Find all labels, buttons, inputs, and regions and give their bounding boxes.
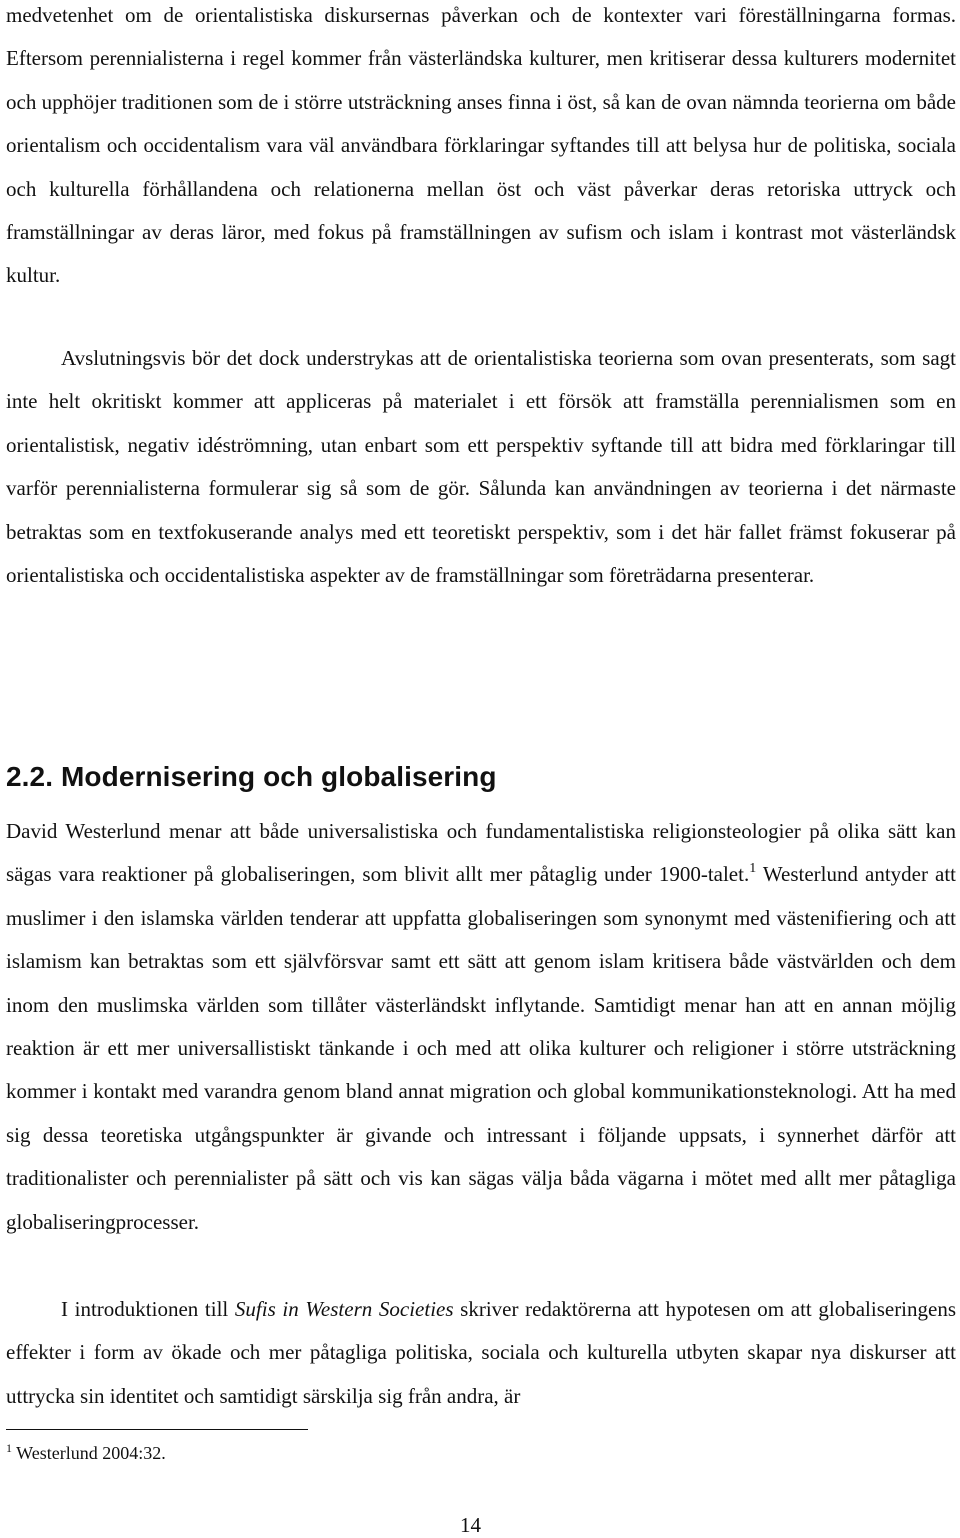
body-paragraph-4 — [6, 1288, 956, 1418]
section-heading: 2.2. Modernisering och globalisering — [6, 761, 497, 792]
footnote-reference[interactable]: 1 — [749, 861, 757, 877]
page-number: 14 — [460, 1513, 481, 1537]
paragraph-4-text-end: skriver redaktörerna att hypotesen om att globaliseringens effekter i form av ökade och mer påtagliga politiska, sociala och kulturella utbyten skapar nya diskurser att uttrycka sin identitet och samtidigt särskilja sig från andra, är — [6, 1297, 957, 1408]
footnote-number: 1 — [6, 1441, 12, 1455]
footnote-separator — [6, 1429, 308, 1430]
footnote-text: Westerlund 2004:32. — [12, 1443, 166, 1463]
footnote — [6, 1441, 166, 1465]
body-paragraph-1: medvetenhet om de orientalistiska diskursernas påverkan och de kontexter vari föreställningarna formas. Eftersom perennialisterna i regel kommer från västerländska kulturer, men kritiserar dessa kulturers modernitet och upphöjer traditionen som de i större utsträckning anses finna i öst, så kan de ovan nämnda teorierna om både orientalism och occidentalism vara väl användbara förklaringar syftandes till att belysa hur de politiska, sociala och kulturella förhållandena och relationerna mellan öst och väst påverkar deras retoriska uttryck och framställningar av deras läror, med fokus på framställningen av sufism och islam i kontrast mot västerländsk kultur. — [6, 3, 956, 288]
paragraph-4-text-start: I introduktionen till — [61, 1297, 235, 1321]
paragraph-3-text-end: Westerlund antyder att muslimer i den islamska världen tenderar att uppfatta globaliseringen som synonymt med västenifiering och att islamism kan betraktas som ett självförsvar samt ett sätt att genom islam kritisera både västvärlden och dem inom den muslimska världen som tillåter västerländskt inflytande. Samtidigt menar han att en annan möjlig reaktion är ett mer universallistiskt tänkande i och med att olika kulturer och religioner i större utsträckning kommer i kontakt med varandra genom bland annat migration och global kommunikationsteknologi. Att ha med sig dessa teoretiska utgångspunkter är givande och intressant i följande uppsats, i synnerhet därför att traditionalister och perennialister på sätt och vis kan sägas välja båda vägarna i mötet med allt mer påtagliga globaliseringprocesser. — [6, 862, 956, 1234]
body-paragraph-3 — [6, 810, 956, 1244]
paragraph-3-text-start: David Westerlund menar att både universalistiska och fundamentalistiska religionsteologier på olika sätt kan sägas vara reaktioner på globaliseringen, som blivit allt mer påtaglig under 1900-talet. — [6, 819, 956, 887]
body-paragraph-2: Avslutningsvis bör det dock understrykas att de orientalistiska teorierna som ovan presenterats, som sagt inte helt okritiskt kommer att appliceras på materialet i ett försök att framställa perennialismen som en orientalistisk, negativ idéströmning, utan enbart som ett perspektiv syftande till att bidra med förklaringar till varför perennialisterna formulerar sig så som de gör. Sålunda kan användningen av teorierna i det närmaste betraktas som en textfokuserande analys med ett teoretiskt perspektiv, som i det här fallet främst fokuserar på orientalistiska och occidentalistiska aspekter av de framställningar som företrädarna presenterar. — [6, 346, 956, 588]
book-title: Sufis in Western Societies — [234, 1297, 454, 1321]
